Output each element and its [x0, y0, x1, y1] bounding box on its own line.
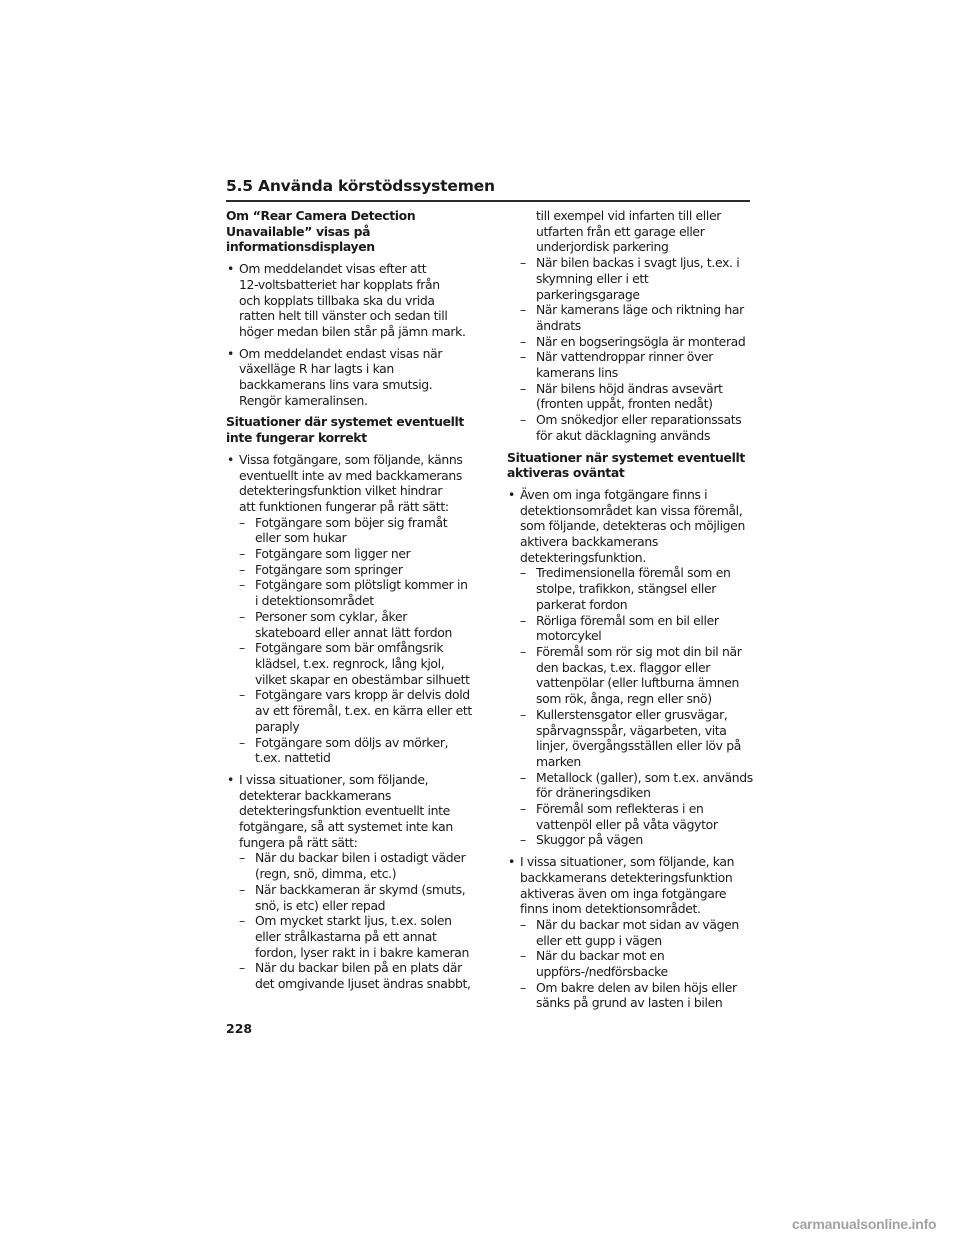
- dash-marker: –: [520, 412, 526, 428]
- dash-marker: –: [239, 608, 245, 624]
- bullet-situations-not-detected: • I vissa situationer, som följande, detekterar backkamerans detekteringsfunktion eventuellt inte fotgängare, så att systemet inte kan fungera på rätt sätt: – När du backar bilen i ostadigt väder (regn, snö, dimma, etc.) – När backkameran är skymd (smuts, snö, is etc) eller repad – Om mycket starkt ljus, t.ex. solen eller strålkastarna på ett annat fordon, lyser rakt in i bakre kameran – När du backar bilen på en plats där det omgivande ljuset ändras snabbt,: [226, 772, 476, 992]
- sub-item: – Fotgängare som plötsligt kommer in i detektionsområdet: [239, 577, 468, 609]
- heading-may-not-work: Situationer där systemet eventuellt inte fungerar korrekt: [226, 414, 464, 446]
- bullet-marker: •: [227, 451, 234, 467]
- section-title: 5.5 Använda körstödssystemen: [226, 177, 495, 195]
- dash-marker: –: [239, 913, 245, 929]
- sub-item: – När en bogseringsögla är monterad: [520, 333, 746, 349]
- dash-marker: –: [520, 349, 526, 365]
- dash-marker: –: [520, 801, 526, 817]
- sub-item: – När bilens höjd ändras avsevärt (fronten uppåt, fronten nedåt): [520, 380, 723, 412]
- dash-marker: –: [520, 255, 526, 271]
- sub-item: – När vattendroppar rinner över kamerans lins: [520, 349, 714, 381]
- page-number: 228: [226, 1021, 253, 1036]
- dash-marker: –: [520, 948, 526, 964]
- dash-marker: –: [520, 333, 526, 349]
- continued-sublist: [507, 255, 757, 443]
- bullet-marker: •: [227, 771, 234, 787]
- sub-item: – Fotgängare som springer: [239, 561, 403, 577]
- bullet-marker: •: [227, 345, 234, 361]
- dash-marker: –: [520, 916, 526, 932]
- dash-marker: –: [239, 561, 245, 577]
- sub-item: – Fotgängare som ligger ner: [239, 546, 411, 562]
- dash-marker: –: [520, 832, 526, 848]
- dash-marker: –: [520, 769, 526, 785]
- dash-marker: –: [239, 881, 245, 897]
- left-column: [226, 208, 476, 998]
- sub-item: – När du backar mot sidan av vägen eller ett gupp i vägen: [520, 916, 739, 948]
- bullet-activation-without-pedestrians: • I vissa situationer, som följande, kan backkamerans detekteringsfunktion aktiveras även om inga fotgängare finns inom detektionsområdet. – När du backar mot sidan av vägen eller ett gupp i vägen – När du backar mot en uppförs-/nedförsbacke – Om bakre delen av bilen höjs eller sänks på grund av lasten i bilen: [507, 854, 757, 1011]
- right-column: [507, 208, 757, 1017]
- sub-item: – När du backar mot en uppförs-/nedförsbacke: [520, 948, 668, 980]
- sub-item: – När du backar bilen på en plats där det omgivande ljuset ändras snabbt,: [239, 960, 471, 992]
- header-rule: [226, 200, 750, 202]
- dash-marker: –: [239, 960, 245, 976]
- section-header: [226, 176, 750, 202]
- dash-marker: –: [520, 612, 526, 628]
- sub-item: – Fotgängare som bär omfångsrik klädsel, t.ex. regnrock, lång kjol, vilket skapar en obestämbar silhuett: [239, 640, 470, 687]
- bullet-objects-detected: • Även om inga fotgängare finns i detektionsområdet kan vissa föremål, som följande, detekteras och möjligen aktivera backkamerans detekteringsfunktion. – Tredimensionella föremål som en stolpe, trafikkon, stängsel eller parkerat fordon – Rörliga föremål som en bil eller motorcykel – Föremål som rör sig mot din bil när den backas, t.ex. flaggor eller vattenpölar (eller luftburna ämnen som rök, ånga, regn eller snö) – Kullerstensgator eller grusvägar, spårvagnsspår, vägarbeten, vita linjer, övergångsställen eller löv på marken – Metallock (galler), som t.ex. används för dräneringsdiken – Föremål som reflekteras i en vattenpöl eller på våta vägytor – Skuggor på vägen: [507, 487, 757, 848]
- continued-text: till exempel vid infarten till eller utfarten från ett garage eller underjordisk parkering: [536, 208, 721, 255]
- sub-item: – Kullerstensgator eller grusvägar, spårvagnsspår, vägarbeten, vita linjer, övergångsställen eller löv på marken: [520, 706, 741, 769]
- dash-marker: –: [520, 706, 526, 722]
- dash-marker: –: [239, 546, 245, 562]
- sub-item: – Personer som cyklar, åker skateboard eller annat lätt fordon: [239, 608, 452, 640]
- sub-item: – När bilen backas i svagt ljus, t.ex. i skymning eller i ett parkeringsgarage: [520, 255, 740, 302]
- sub-item: – När kamerans läge och riktning har ändrats: [520, 302, 744, 333]
- sub-item: – När du backar bilen i ostadigt väder (regn, snö, dimma, etc.): [239, 850, 466, 882]
- dash-marker: –: [520, 380, 526, 396]
- bullet-marker: •: [508, 486, 515, 502]
- sub-item: – Fotgängare som böjer sig framåt eller som hukar: [239, 514, 448, 546]
- dash-marker: –: [520, 302, 526, 318]
- bullet-pedestrians-not-detected: • Vissa fotgängare, som följande, känns eventuellt inte av med backkamerans detekteringsfunktion vilket hindrar att funktionen fungerar på rätt sätt: – Fotgängare som böjer sig framåt eller som hukar – Fotgängare som ligger ner – Fotgängare som springer – Fotgängare som plötsligt kommer in i detektionsområdet – Personer som cyklar, åker skateboard eller annat lätt fordon – Fotgängare som bär omfångsrik klädsel, t.ex. regnrock, lång kjol, vilket skapar en obestämbar silhuett – Fotgängare vars kropp är delvis dold av ett föremål, t.ex. en kärra eller ett paraply – Fotgängare som döljs av mörker, t.ex. nattetid: [226, 452, 476, 766]
- sub-item: – Metallock (galler), som t.ex. används för dräneringsdiken: [520, 769, 753, 801]
- dash-marker: –: [239, 577, 245, 593]
- sub-item: – När backkameran är skymd (smuts, snö, is etc) eller repad: [239, 881, 466, 913]
- dash-marker: –: [239, 850, 245, 866]
- sub-item: – Om bakre delen av bilen höjs eller sänks på grund av lasten i bilen: [520, 979, 737, 1011]
- dash-marker: –: [520, 643, 526, 659]
- sub-item: – Fotgängare vars kropp är delvis dold av ett föremål, t.ex. en kärra eller ett paraply: [239, 687, 472, 734]
- sub-item: – Om snökedjor eller reparationssats för akut däcklagning används: [520, 412, 742, 443]
- dash-marker: –: [239, 640, 245, 656]
- sub-item: – Föremål som rör sig mot din bil när den backas, t.ex. flaggor eller vattenpölar (eller luftburna ämnen som rök, ånga, regn eller snö): [520, 643, 742, 707]
- sub-item: – Skuggor på vägen: [520, 832, 643, 848]
- sub-item: – Tredimensionella föremål som en stolpe, trafikkon, stängsel eller parkerat fordon: [520, 565, 731, 612]
- bullet-marker: •: [508, 854, 515, 870]
- sub-item: – Föremål som reflekteras i en vattenpöl eller på våta vägytor: [520, 801, 718, 832]
- heading-unexpected-activation: Situationer när systemet eventuellt aktiveras oväntat: [507, 449, 745, 481]
- dash-marker: –: [239, 687, 245, 703]
- sub-item: – Fotgängare som döljs av mörker, t.ex. nattetid: [239, 734, 449, 766]
- bullet-battery-reconnect: • Om meddelandet visas efter att 12-voltsbatteriet har kopplats från och kopplats tillbaka ska du vrida ratten helt till vänster och sedan till höger medan bilen står på jämn mark.: [227, 261, 466, 339]
- dash-marker: –: [520, 565, 526, 581]
- bullet-marker: •: [227, 261, 234, 277]
- sub-item: – Rörliga föremål som en bil eller motorcykel: [520, 612, 719, 644]
- dash-marker: –: [239, 514, 245, 530]
- dash-marker: –: [239, 734, 245, 750]
- bullet-dirty-lens: • Om meddelandet endast visas när växelläge R har lagts i kan backkamerans lins vara smutsig. Rengör kameralinsen.: [227, 345, 443, 408]
- sub-item: – Om mycket starkt ljus, t.ex. solen eller strålkastarna på ett annat fordon, lyser rakt in i bakre kameran: [239, 913, 470, 960]
- watermark-link[interactable]: carmanualsonline.info: [792, 1216, 937, 1232]
- dash-marker: –: [520, 979, 526, 995]
- heading-camera-unavailable: Om “Rear Camera Detection Unavailable” visas på informationsdisplayen: [226, 208, 416, 255]
